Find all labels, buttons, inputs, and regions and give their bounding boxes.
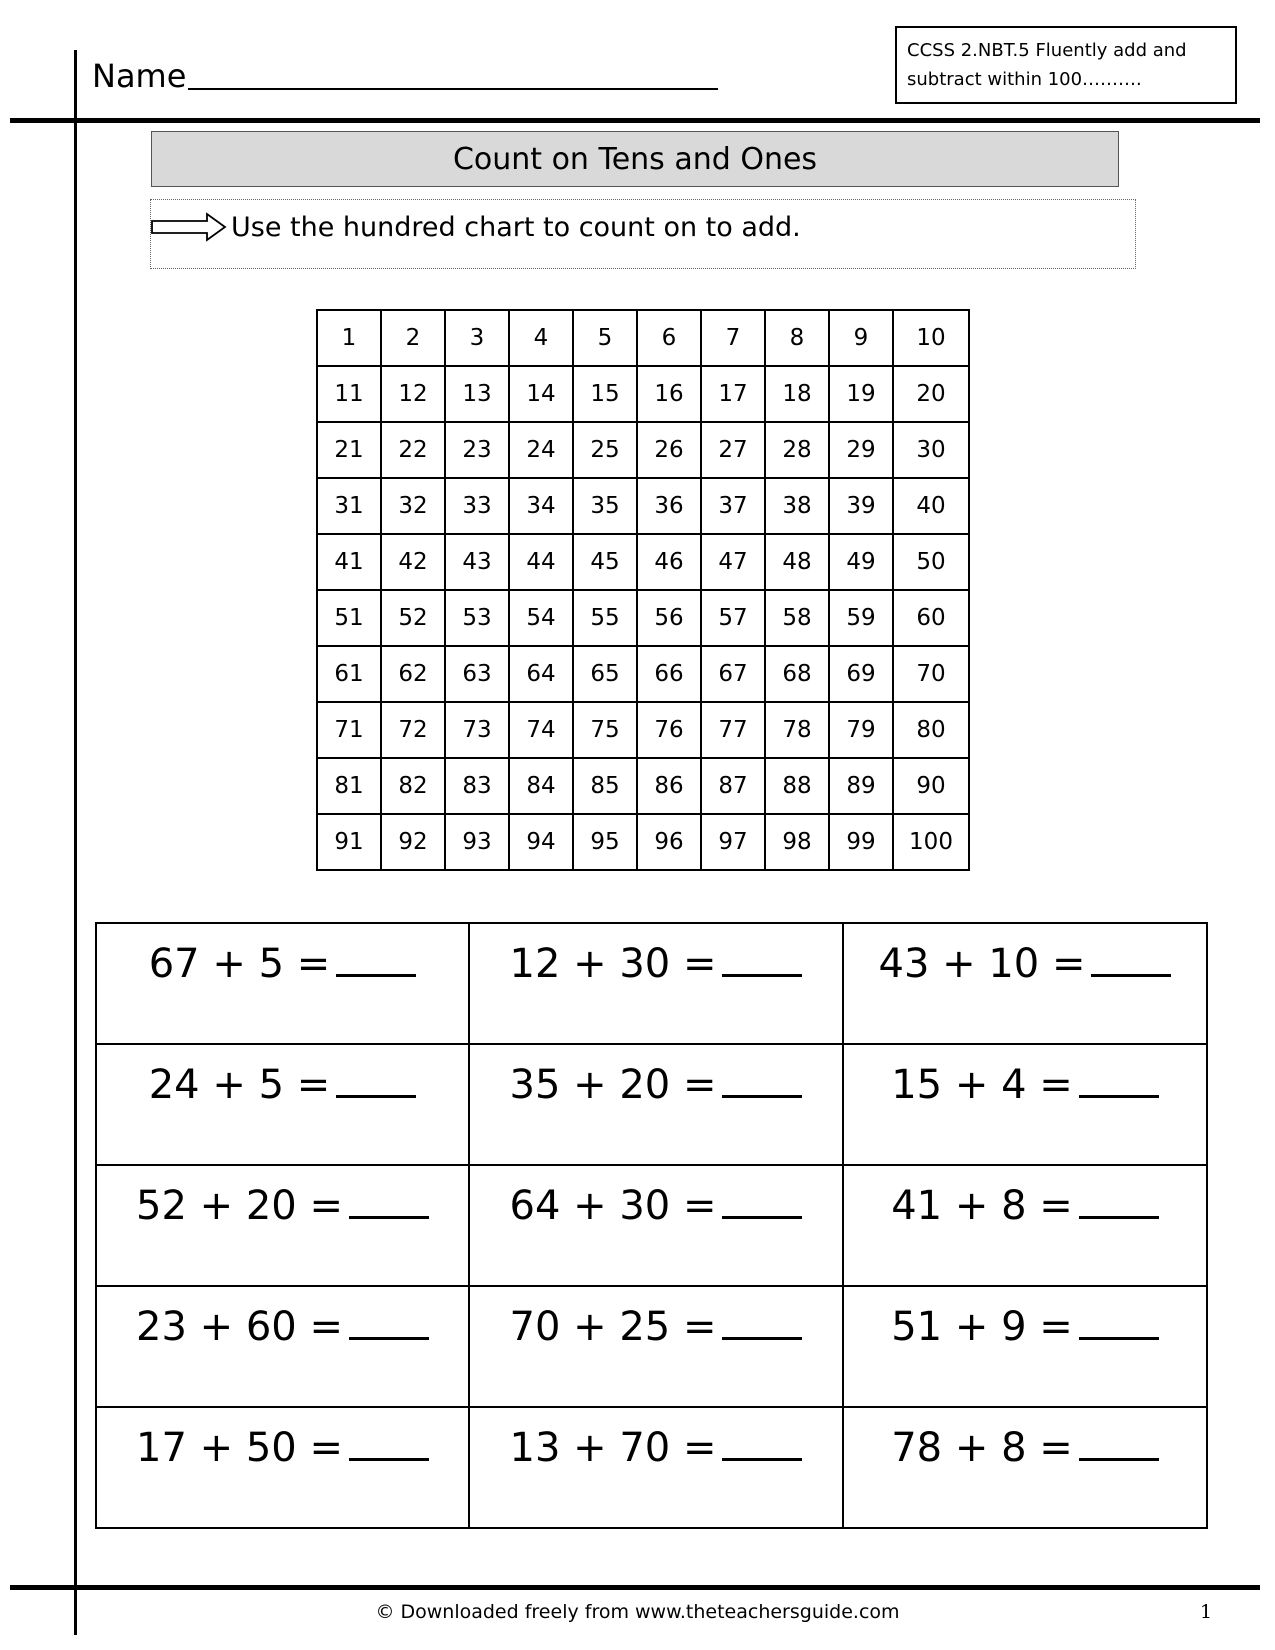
chart-cell: 11 [317, 366, 381, 422]
problem-cell [96, 1286, 469, 1407]
problem-cell [96, 923, 469, 1044]
chart-cell: 51 [317, 590, 381, 646]
chart-row [317, 646, 969, 702]
chart-cell: 37 [701, 478, 765, 534]
problem-equation: 43 + 10 = [878, 941, 1086, 987]
problem-cell [843, 1044, 1207, 1165]
name-label: Name [92, 57, 187, 95]
chart-cell: 25 [573, 422, 637, 478]
chart-cell: 23 [445, 422, 509, 478]
problem-row [96, 1044, 1207, 1165]
chart-cell: 9 [829, 310, 893, 366]
worksheet-title: Count on Tens and Ones [151, 131, 1119, 187]
chart-cell: 20 [893, 366, 969, 422]
chart-cell: 33 [445, 478, 509, 534]
problem-cell [469, 1165, 843, 1286]
chart-cell: 82 [381, 758, 445, 814]
chart-cell: 43 [445, 534, 509, 590]
chart-cell: 72 [381, 702, 445, 758]
chart-cell: 46 [637, 534, 701, 590]
answer-blank[interactable] [1079, 1178, 1159, 1219]
chart-cell: 39 [829, 478, 893, 534]
problem-equation: 17 + 50 = [136, 1425, 343, 1471]
problem-cell [96, 1407, 469, 1528]
answer-blank[interactable] [1079, 1420, 1159, 1461]
chart-row [317, 534, 969, 590]
instruction-box [150, 199, 1136, 269]
standard-line-2: subtract within 100………. [907, 69, 1142, 90]
chart-row [317, 310, 969, 366]
problem-equation: 24 + 5 = [148, 1062, 331, 1108]
chart-cell: 3 [445, 310, 509, 366]
chart-cell: 50 [893, 534, 969, 590]
chart-cell: 91 [317, 814, 381, 870]
problem-equation: 41 + 8 = [891, 1183, 1073, 1229]
chart-cell: 58 [765, 590, 829, 646]
chart-cell: 85 [573, 758, 637, 814]
chart-cell: 79 [829, 702, 893, 758]
chart-cell: 74 [509, 702, 573, 758]
problem-cell [843, 1165, 1207, 1286]
chart-cell: 90 [893, 758, 969, 814]
chart-cell: 24 [509, 422, 573, 478]
chart-cell: 31 [317, 478, 381, 534]
answer-blank[interactable] [349, 1178, 429, 1219]
problem-cell [469, 923, 843, 1044]
chart-cell: 94 [509, 814, 573, 870]
problem-row [96, 1286, 1207, 1407]
chart-cell: 49 [829, 534, 893, 590]
chart-cell: 17 [701, 366, 765, 422]
bottom-rule [10, 1585, 1260, 1590]
chart-cell: 47 [701, 534, 765, 590]
chart-cell: 78 [765, 702, 829, 758]
chart-cell: 52 [381, 590, 445, 646]
chart-cell: 70 [893, 646, 969, 702]
answer-blank[interactable] [722, 936, 802, 977]
problem-grid [95, 922, 1208, 1529]
problem-equation: 13 + 70 = [509, 1425, 717, 1471]
chart-cell: 30 [893, 422, 969, 478]
chart-cell: 38 [765, 478, 829, 534]
problem-cell [843, 923, 1207, 1044]
problem-equation: 67 + 5 = [148, 941, 331, 987]
chart-cell: 99 [829, 814, 893, 870]
answer-blank[interactable] [349, 1420, 429, 1461]
chart-cell: 88 [765, 758, 829, 814]
chart-cell: 44 [509, 534, 573, 590]
chart-cell: 63 [445, 646, 509, 702]
chart-cell: 6 [637, 310, 701, 366]
chart-row [317, 366, 969, 422]
answer-blank[interactable] [336, 1057, 416, 1098]
chart-cell: 21 [317, 422, 381, 478]
problem-cell [469, 1407, 843, 1528]
chart-cell: 22 [381, 422, 445, 478]
chart-cell: 67 [701, 646, 765, 702]
standard-line-1: CCSS 2.NBT.5 Fluently add and [907, 40, 1187, 61]
chart-cell: 66 [637, 646, 701, 702]
problem-cell [843, 1286, 1207, 1407]
chart-cell: 56 [637, 590, 701, 646]
chart-row [317, 702, 969, 758]
chart-cell: 29 [829, 422, 893, 478]
chart-cell: 5 [573, 310, 637, 366]
chart-cell: 65 [573, 646, 637, 702]
chart-cell: 54 [509, 590, 573, 646]
problem-row [96, 1165, 1207, 1286]
chart-cell: 45 [573, 534, 637, 590]
hundred-chart [316, 309, 970, 871]
chart-cell: 26 [637, 422, 701, 478]
chart-cell: 48 [765, 534, 829, 590]
chart-cell: 86 [637, 758, 701, 814]
problem-cell [96, 1165, 469, 1286]
answer-blank[interactable] [722, 1299, 802, 1340]
chart-cell: 80 [893, 702, 969, 758]
chart-cell: 93 [445, 814, 509, 870]
chart-cell: 36 [637, 478, 701, 534]
page-number: 1 [1200, 1601, 1213, 1623]
problem-equation: 64 + 30 = [509, 1183, 717, 1229]
answer-blank[interactable] [1079, 1057, 1159, 1098]
chart-row [317, 814, 969, 870]
problem-equation: 23 + 60 = [136, 1304, 343, 1350]
chart-cell: 98 [765, 814, 829, 870]
instruction-text: Use the hundred chart to count on to add. [231, 212, 801, 243]
chart-cell: 95 [573, 814, 637, 870]
problem-cell [843, 1407, 1207, 1528]
chart-cell: 84 [509, 758, 573, 814]
chart-cell: 64 [509, 646, 573, 702]
chart-cell: 14 [509, 366, 573, 422]
chart-cell: 55 [573, 590, 637, 646]
chart-cell: 18 [765, 366, 829, 422]
chart-cell: 27 [701, 422, 765, 478]
chart-cell: 35 [573, 478, 637, 534]
problem-equation: 12 + 30 = [509, 941, 717, 987]
problem-equation: 15 + 4 = [891, 1062, 1073, 1108]
chart-cell: 32 [381, 478, 445, 534]
chart-cell: 77 [701, 702, 765, 758]
chart-cell: 68 [765, 646, 829, 702]
problem-row [96, 923, 1207, 1044]
chart-cell: 1 [317, 310, 381, 366]
footer-credit: © Downloaded freely from www.theteachersguide.com [375, 1601, 900, 1623]
problem-equation: 78 + 8 = [891, 1425, 1073, 1471]
chart-cell: 76 [637, 702, 701, 758]
chart-cell: 89 [829, 758, 893, 814]
chart-cell: 12 [381, 366, 445, 422]
chart-cell: 60 [893, 590, 969, 646]
top-rule [10, 118, 1260, 123]
answer-blank[interactable] [1079, 1299, 1159, 1340]
chart-cell: 40 [893, 478, 969, 534]
answer-blank[interactable] [1091, 936, 1171, 977]
chart-cell: 15 [573, 366, 637, 422]
chart-cell: 4 [509, 310, 573, 366]
chart-cell: 97 [701, 814, 765, 870]
name-field[interactable] [92, 52, 718, 96]
chart-cell: 71 [317, 702, 381, 758]
answer-blank[interactable] [722, 1420, 802, 1461]
name-line[interactable] [188, 88, 718, 90]
chart-cell: 87 [701, 758, 765, 814]
chart-cell: 96 [637, 814, 701, 870]
answer-blank[interactable] [349, 1299, 429, 1340]
chart-cell: 73 [445, 702, 509, 758]
answer-blank[interactable] [722, 1178, 802, 1219]
answer-blank[interactable] [336, 936, 416, 977]
chart-cell: 57 [701, 590, 765, 646]
standard-box [895, 26, 1237, 104]
chart-cell: 7 [701, 310, 765, 366]
answer-blank[interactable] [722, 1057, 802, 1098]
chart-cell: 2 [381, 310, 445, 366]
chart-cell: 28 [765, 422, 829, 478]
chart-cell: 34 [509, 478, 573, 534]
problem-equation: 51 + 9 = [891, 1304, 1073, 1350]
chart-row [317, 758, 969, 814]
chart-cell: 83 [445, 758, 509, 814]
problem-cell [469, 1044, 843, 1165]
chart-row [317, 422, 969, 478]
chart-cell: 69 [829, 646, 893, 702]
chart-cell: 81 [317, 758, 381, 814]
chart-row [317, 478, 969, 534]
chart-cell: 13 [445, 366, 509, 422]
chart-cell: 10 [893, 310, 969, 366]
chart-cell: 16 [637, 366, 701, 422]
problem-cell [469, 1286, 843, 1407]
chart-cell: 19 [829, 366, 893, 422]
chart-cell: 41 [317, 534, 381, 590]
margin-line [74, 50, 77, 1635]
chart-cell: 8 [765, 310, 829, 366]
chart-cell: 92 [381, 814, 445, 870]
chart-cell: 42 [381, 534, 445, 590]
chart-cell: 59 [829, 590, 893, 646]
problem-equation: 70 + 25 = [509, 1304, 717, 1350]
chart-cell: 53 [445, 590, 509, 646]
chart-cell: 62 [381, 646, 445, 702]
problem-row [96, 1407, 1207, 1528]
problem-equation: 35 + 20 = [509, 1062, 717, 1108]
arrow-right-icon [151, 212, 227, 242]
chart-cell: 61 [317, 646, 381, 702]
chart-cell: 100 [893, 814, 969, 870]
chart-cell: 75 [573, 702, 637, 758]
problem-cell [96, 1044, 469, 1165]
chart-row [317, 590, 969, 646]
problem-equation: 52 + 20 = [136, 1183, 343, 1229]
